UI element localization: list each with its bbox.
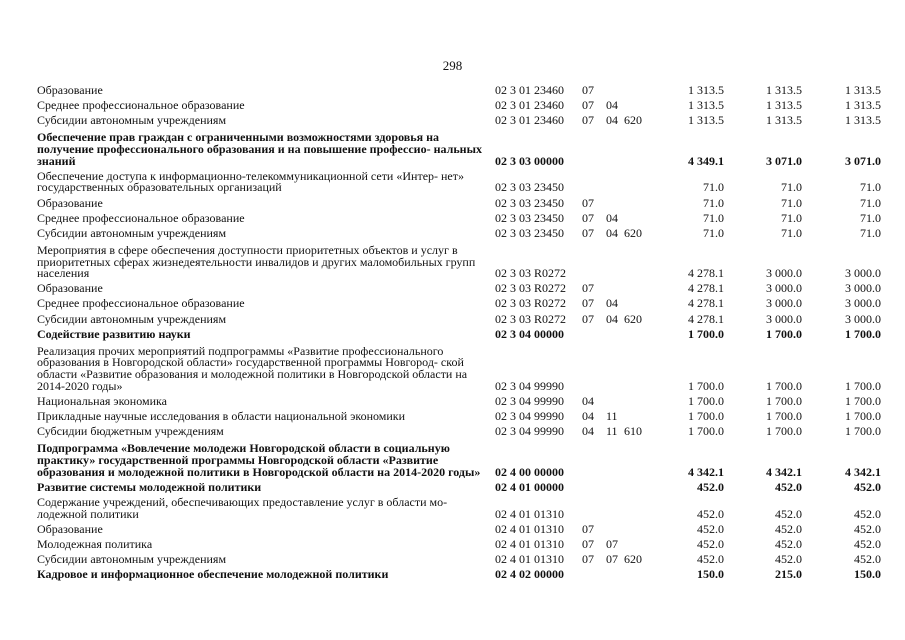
row-section: 07 xyxy=(582,83,594,97)
row-amount-1: 4 278.1 xyxy=(688,281,724,296)
page-number: 298 xyxy=(442,58,463,73)
row-amount-2: 3 000.0 xyxy=(766,281,802,296)
row-code: 02 3 01 23460 xyxy=(495,98,564,113)
row-code: 02 4 01 01310 xyxy=(495,506,564,521)
row-subsection: 04 xyxy=(606,113,618,128)
row-amount-3: 1 313.5 xyxy=(845,83,881,97)
row-amount-1: 452.0 xyxy=(697,479,724,494)
row-section: 07 xyxy=(582,311,594,326)
row-amount-2: 1 313.5 xyxy=(766,83,802,97)
row-amount-2: 1 700.0 xyxy=(766,409,802,424)
table-row xyxy=(37,426,887,438)
row-amount-3: 452.0 xyxy=(854,506,881,521)
row-name: Среднее профессиональное образование xyxy=(37,210,245,225)
row-name: Субсидии автономным учреждениям xyxy=(37,113,227,128)
table-row xyxy=(37,195,887,210)
row-name: Обеспечение доступа к информационно-телекоммуникационной сети «Интер- нет» государственных образовательных организаций xyxy=(37,168,465,195)
row-section: 07 xyxy=(582,281,594,296)
row-amount-2: 3 071.0 xyxy=(766,153,802,168)
table-row xyxy=(37,168,887,195)
row-name: Содержание учреждений, обеспечивающих предоставление услуг в области мо- лодежной политики xyxy=(37,494,448,521)
row-subsection: 04 xyxy=(606,296,618,311)
row-subsection: 04 xyxy=(606,311,618,326)
row-section: 07 xyxy=(582,536,594,551)
row-amount-2: 4 342.1 xyxy=(766,464,802,479)
row-name: Субсидии бюджетным учреждениям xyxy=(37,424,224,439)
row-amount-1: 71.0 xyxy=(703,180,724,195)
row-amount-1: 452.0 xyxy=(697,521,724,536)
row-name: Развитие системы молодежной политики xyxy=(37,479,262,494)
row-amount-2: 71.0 xyxy=(781,210,802,225)
row-amount-1: 1 700.0 xyxy=(688,424,724,439)
row-amount-3: 452.0 xyxy=(854,536,881,551)
row-name: Образование xyxy=(37,281,103,296)
row-section: 07 xyxy=(582,98,594,113)
row-code: 02 4 01 01310 xyxy=(495,536,564,551)
row-subsection: 11 xyxy=(606,424,618,439)
row-amount-1: 71.0 xyxy=(703,195,724,210)
row-expense-type: 620 xyxy=(624,225,642,240)
row-code: 02 4 02 00000 xyxy=(495,566,564,581)
table-row xyxy=(37,536,887,551)
row-code: 02 3 03 R0272 xyxy=(495,266,567,281)
row-amount-2: 1 313.5 xyxy=(766,113,802,128)
row-amount-2: 1 313.5 xyxy=(766,98,802,113)
row-amount-2: 452.0 xyxy=(775,536,802,551)
row-expense-type: 610 xyxy=(624,424,642,439)
row-amount-3: 1 313.5 xyxy=(845,113,881,128)
row-amount-1: 452.0 xyxy=(697,506,724,521)
row-amount-3: 3 071.0 xyxy=(845,153,881,168)
table-row xyxy=(37,393,887,408)
row-section: 07 xyxy=(582,225,594,240)
row-amount-1: 1 313.5 xyxy=(688,98,724,113)
row-amount-2: 71.0 xyxy=(781,180,802,195)
row-amount-2: 71.0 xyxy=(781,195,802,210)
row-code: 02 3 03 23450 xyxy=(495,210,564,225)
table-row xyxy=(37,242,887,281)
row-amount-1: 4 342.1 xyxy=(688,464,724,479)
row-amount-3: 1 700.0 xyxy=(845,326,881,341)
row-name: Молодежная политика xyxy=(37,536,153,551)
row-section: 07 xyxy=(582,113,594,128)
row-amount-3: 1 700.0 xyxy=(845,378,881,393)
row-code: 02 3 04 99990 xyxy=(495,424,564,439)
row-section: 07 xyxy=(582,521,594,536)
row-name: Подпрограмма «Вовлечение молодежи Новгородской области в социальную практику» государственной программы Новгородской области «Развитие образования и молодежной политики в Новгородской области на 2014-2020 годы» xyxy=(37,441,481,479)
row-name: Образование xyxy=(37,521,103,536)
row-expense-type: 620 xyxy=(624,551,642,566)
table-row xyxy=(37,551,887,566)
row-code: 02 3 03 23450 xyxy=(495,195,564,210)
row-amount-3: 3 000.0 xyxy=(845,281,881,296)
table-row xyxy=(37,225,887,240)
row-subsection: 04 xyxy=(606,210,618,225)
row-amount-2: 452.0 xyxy=(775,551,802,566)
row-amount-1: 1 700.0 xyxy=(688,326,724,341)
row-code: 02 3 04 99990 xyxy=(495,409,564,424)
row-amount-2: 1 700.0 xyxy=(766,393,802,408)
row-code: 02 3 01 23460 xyxy=(495,83,564,97)
row-code: 02 3 03 R0272 xyxy=(495,281,567,296)
table-row xyxy=(37,443,887,478)
row-amount-3: 1 700.0 xyxy=(845,393,881,408)
row-amount-1: 4 278.1 xyxy=(688,266,724,281)
row-subsection: 07 xyxy=(606,551,618,566)
row-amount-2: 215.0 xyxy=(775,566,802,581)
row-amount-2: 452.0 xyxy=(775,521,802,536)
row-amount-1: 1 700.0 xyxy=(688,378,724,393)
row-section: 04 xyxy=(582,409,594,424)
row-amount-1: 4 278.1 xyxy=(688,311,724,326)
row-name: Образование xyxy=(37,195,103,210)
table-row xyxy=(37,283,887,295)
row-code: 02 4 00 00000 xyxy=(495,464,564,479)
row-expense-type: 620 xyxy=(624,311,642,326)
table-row xyxy=(37,411,887,423)
row-subsection: 07 xyxy=(606,536,618,551)
row-code: 02 3 04 99990 xyxy=(495,378,564,393)
row-code: 02 3 03 00000 xyxy=(495,153,564,168)
row-name: Субсидии автономным учреждениям xyxy=(37,551,227,566)
row-section: 07 xyxy=(582,551,594,566)
row-amount-3: 1 700.0 xyxy=(845,409,881,424)
row-amount-1: 1 313.5 xyxy=(688,83,724,97)
row-name: Прикладные научные исследования в области национальной экономики xyxy=(37,409,406,424)
row-code: 02 3 01 23460 xyxy=(495,113,564,128)
row-section: 07 xyxy=(582,195,594,210)
table-row xyxy=(37,494,887,521)
row-amount-2: 1 700.0 xyxy=(766,326,802,341)
row-amount-3: 71.0 xyxy=(860,225,881,240)
table-row xyxy=(37,100,887,112)
row-section: 04 xyxy=(582,424,594,439)
row-amount-3: 452.0 xyxy=(854,551,881,566)
row-name: Национальная экономика xyxy=(37,393,167,408)
row-name: Среднее профессиональное образование xyxy=(37,98,245,113)
row-amount-3: 71.0 xyxy=(860,210,881,225)
row-amount-1: 71.0 xyxy=(703,225,724,240)
row-amount-3: 452.0 xyxy=(854,521,881,536)
row-amount-1: 1 700.0 xyxy=(688,409,724,424)
table-row xyxy=(37,132,887,167)
row-amount-1: 452.0 xyxy=(697,551,724,566)
row-name: Реализация прочих мероприятий подпрограммы «Развитие профессионального образования в Новгородской области» государственной программы Новгород- ской области «Развитие образования и молодежной политики в Новгородской области на 2014-2020 годы» xyxy=(37,343,468,393)
row-code: 02 3 03 23450 xyxy=(495,225,564,240)
table-row xyxy=(37,343,887,393)
row-name: Субсидии автономным учреждениям xyxy=(37,225,227,240)
row-section: 07 xyxy=(582,210,594,225)
row-amount-1: 4 278.1 xyxy=(688,296,724,311)
row-name: Обеспечение прав граждан с ограниченными возможностями здоровья на получение профессионального образования и на повышение профессио- нальных знаний xyxy=(37,130,482,168)
row-name: Содействие развитию науки xyxy=(37,326,191,341)
row-amount-2: 452.0 xyxy=(775,479,802,494)
table-row xyxy=(37,210,887,225)
row-amount-2: 3 000.0 xyxy=(766,296,802,311)
row-section: 07 xyxy=(582,296,594,311)
row-amount-3: 1 700.0 xyxy=(845,424,881,439)
row-amount-3: 150.0 xyxy=(854,566,881,581)
table-row xyxy=(37,479,887,494)
row-code: 02 3 03 R0272 xyxy=(495,296,567,311)
table-row xyxy=(37,566,887,581)
row-amount-3: 3 000.0 xyxy=(845,266,881,281)
row-amount-1: 71.0 xyxy=(703,210,724,225)
row-amount-3: 3 000.0 xyxy=(845,311,881,326)
row-code: 02 3 04 99990 xyxy=(495,393,564,408)
table-row xyxy=(37,298,887,310)
table-row xyxy=(37,521,887,536)
row-amount-2: 71.0 xyxy=(781,225,802,240)
row-amount-2: 3 000.0 xyxy=(766,311,802,326)
table-row xyxy=(37,311,887,326)
row-amount-1: 4 349.1 xyxy=(688,153,724,168)
row-amount-1: 1 313.5 xyxy=(688,113,724,128)
row-amount-2: 1 700.0 xyxy=(766,378,802,393)
row-name: Образование xyxy=(37,83,103,97)
row-code: 02 4 01 00000 xyxy=(495,479,564,494)
row-amount-1: 150.0 xyxy=(697,566,724,581)
row-amount-2: 452.0 xyxy=(775,506,802,521)
row-subsection: 04 xyxy=(606,225,618,240)
row-code: 02 4 01 01310 xyxy=(495,551,564,566)
row-code: 02 3 03 R0272 xyxy=(495,311,567,326)
row-amount-3: 71.0 xyxy=(860,195,881,210)
row-amount-3: 4 342.1 xyxy=(845,464,881,479)
row-name: Мероприятия в сфере обеспечения доступности приоритетных объектов и услуг в приоритетных сферах жизнедеятельности инвалидов и других маломобильных групп населения xyxy=(37,242,476,281)
row-amount-2: 1 700.0 xyxy=(766,424,802,439)
row-expense-type: 620 xyxy=(624,113,642,128)
row-amount-3: 71.0 xyxy=(860,180,881,195)
row-amount-1: 452.0 xyxy=(697,536,724,551)
row-subsection: 04 xyxy=(606,98,618,113)
row-section: 04 xyxy=(582,393,594,408)
row-amount-3: 452.0 xyxy=(854,479,881,494)
row-amount-2: 3 000.0 xyxy=(766,266,802,281)
row-name: Субсидии автономным учреждениям xyxy=(37,311,227,326)
table-row xyxy=(37,85,887,97)
table-row xyxy=(37,326,887,341)
row-amount-1: 1 700.0 xyxy=(688,393,724,408)
table-row xyxy=(37,115,887,127)
row-code: 02 3 04 00000 xyxy=(495,326,564,341)
row-name: Среднее профессиональное образование xyxy=(37,296,245,311)
row-subsection: 11 xyxy=(606,409,618,424)
row-code: 02 4 01 01310 xyxy=(495,521,564,536)
row-amount-3: 1 313.5 xyxy=(845,98,881,113)
row-code: 02 3 03 23450 xyxy=(495,180,564,195)
budget-table xyxy=(37,85,887,581)
row-amount-3: 3 000.0 xyxy=(845,296,881,311)
row-name: Кадровое и информационное обеспечение молодежной политики xyxy=(37,566,389,581)
